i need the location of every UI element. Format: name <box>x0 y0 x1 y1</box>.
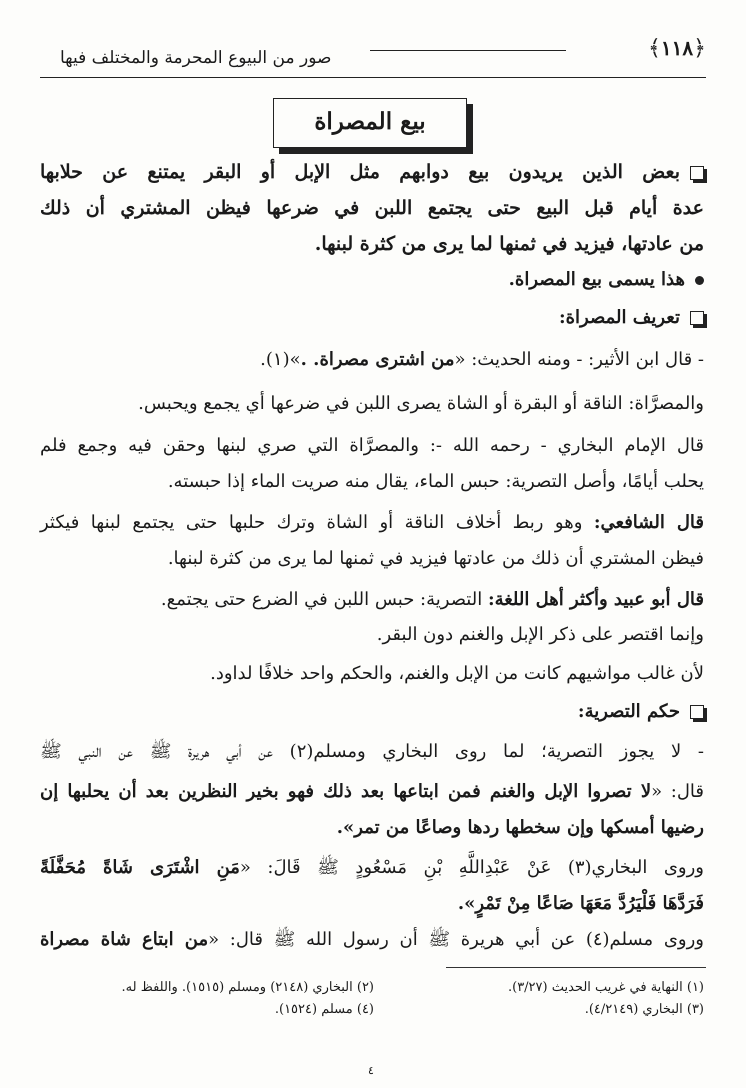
checkbox-square-icon <box>690 311 704 325</box>
footnote-rule <box>446 967 706 968</box>
body-line: فَرَدَّهَا فَلْيَرُدَّ مَعَهَا صَاعًا مِنْ تَمْرٍ». <box>457 893 704 914</box>
body-line: قال أبو عبيد وأكثر أهل اللغة: التصرية: حبس اللبن في الضرع حتى يجتمع. <box>160 589 704 610</box>
body-line: لأن غالب مواشيهم كانت من الإبل والغنم، والحكم واحد خلافًا لداود. <box>210 663 704 684</box>
page-mark: ٤ <box>368 1064 374 1077</box>
body-line: وروى مسلم(٤) عن أبي هريرة ﷺ أن رسول الله ﷺ قال: «من ابتاع شاة مصراة <box>40 929 704 950</box>
body-line: والمصرَّاة: الناقة أو البقرة أو الشاة يصرى اللبن في ضرعها أي يجمع ويحبس. <box>138 393 704 414</box>
body-line: وروى البخاري(٣) عَنْ عَبْدِاللَّهِ بْنِ مَسْعُودٍ ﷺ قَالَ: «مَنِ اشْتَرَى شَاةً مُحَفَّلَةً <box>40 857 704 878</box>
header-divider <box>370 50 566 51</box>
body-line: وإنما اقتصر على ذكر الإبل والغنم دون البقر. <box>376 624 704 645</box>
checkbox-square-icon <box>690 166 704 180</box>
ruling-heading: حكم التصرية: <box>40 697 704 727</box>
intro-line: بعض الذين يريدون بيع دوابهم مثل الإبل أو البقر يمتنع عن حلابها <box>40 157 704 187</box>
section-title: بيع المصراة <box>273 98 467 148</box>
definition-heading: تعريف المصراة: <box>40 303 704 333</box>
page-header <box>40 34 706 74</box>
body-line: قال: «لا تصروا الإبل والغنم فمن ابتاعها بعد ذلك فهو بخير النظرين بعد أن يحلبها إن <box>40 781 705 802</box>
intro-line: عدة أيام قبل البيع حتى يجتمع اللبن في ضرعها فيظن المشتري أن ذلك <box>40 197 704 219</box>
body-line: رضيها أمسكها وإن سخطها ردها وصاعًا من تمر». <box>336 817 704 838</box>
header-rule <box>40 77 706 78</box>
checkbox-square-icon <box>690 705 704 719</box>
footnote: (٣) البخاري (٤/٢١٤٩). <box>584 1002 704 1017</box>
body-line: قال الإمام البخاري - رحمه الله -: والمصرَّاة التي صري لبنها وحقن فيه وجمع فلم <box>40 435 704 456</box>
body-line: - لا يجوز التصرية؛ لما روى البخاري ومسلم(٢) عن أبي هريرة ﷺ عن النبي ﷺ <box>40 741 704 762</box>
intro-line: من عادتها، فيزيد في ثمنها لما يرى من كثرة لبنها. <box>314 233 704 255</box>
body-line: فيظن المشتري أن ذلك من عادتها فيزيد في ثمنها لما يرى من كثرة لبنها. <box>167 548 704 569</box>
bullet-item: هذا يسمى بيع المصراة. <box>40 265 704 295</box>
footnote: (٢) البخاري (٢١٤٨) ومسلم (١٥١٥). واللفظ له. <box>121 980 374 995</box>
body-line: قال الشافعي: وهو ربط أخلاف الناقة أو الشاة وترك حلبها حتى يجتمع لبنها فيكثر <box>40 512 704 533</box>
bullet-icon <box>695 276 704 285</box>
body-line: - قال ابن الأثير: - ومنه الحديث: «من اشترى مصراة. .»(١). <box>260 349 704 370</box>
page-number: ﴿١١٨﴾ <box>647 36 706 61</box>
footnote: (١) النهاية في غريب الحديث (٣/٢٧). <box>507 980 704 995</box>
footnote: (٤) مسلم (١٥٢٤). <box>274 1002 374 1017</box>
body-line: يحلب أيامًا، وأصل التصرية: حبس الماء، يقال منه صريت الماء إذا حبسته. <box>167 471 704 492</box>
running-title: صور من البيوع المحرمة والمختلف فيها <box>60 48 332 68</box>
